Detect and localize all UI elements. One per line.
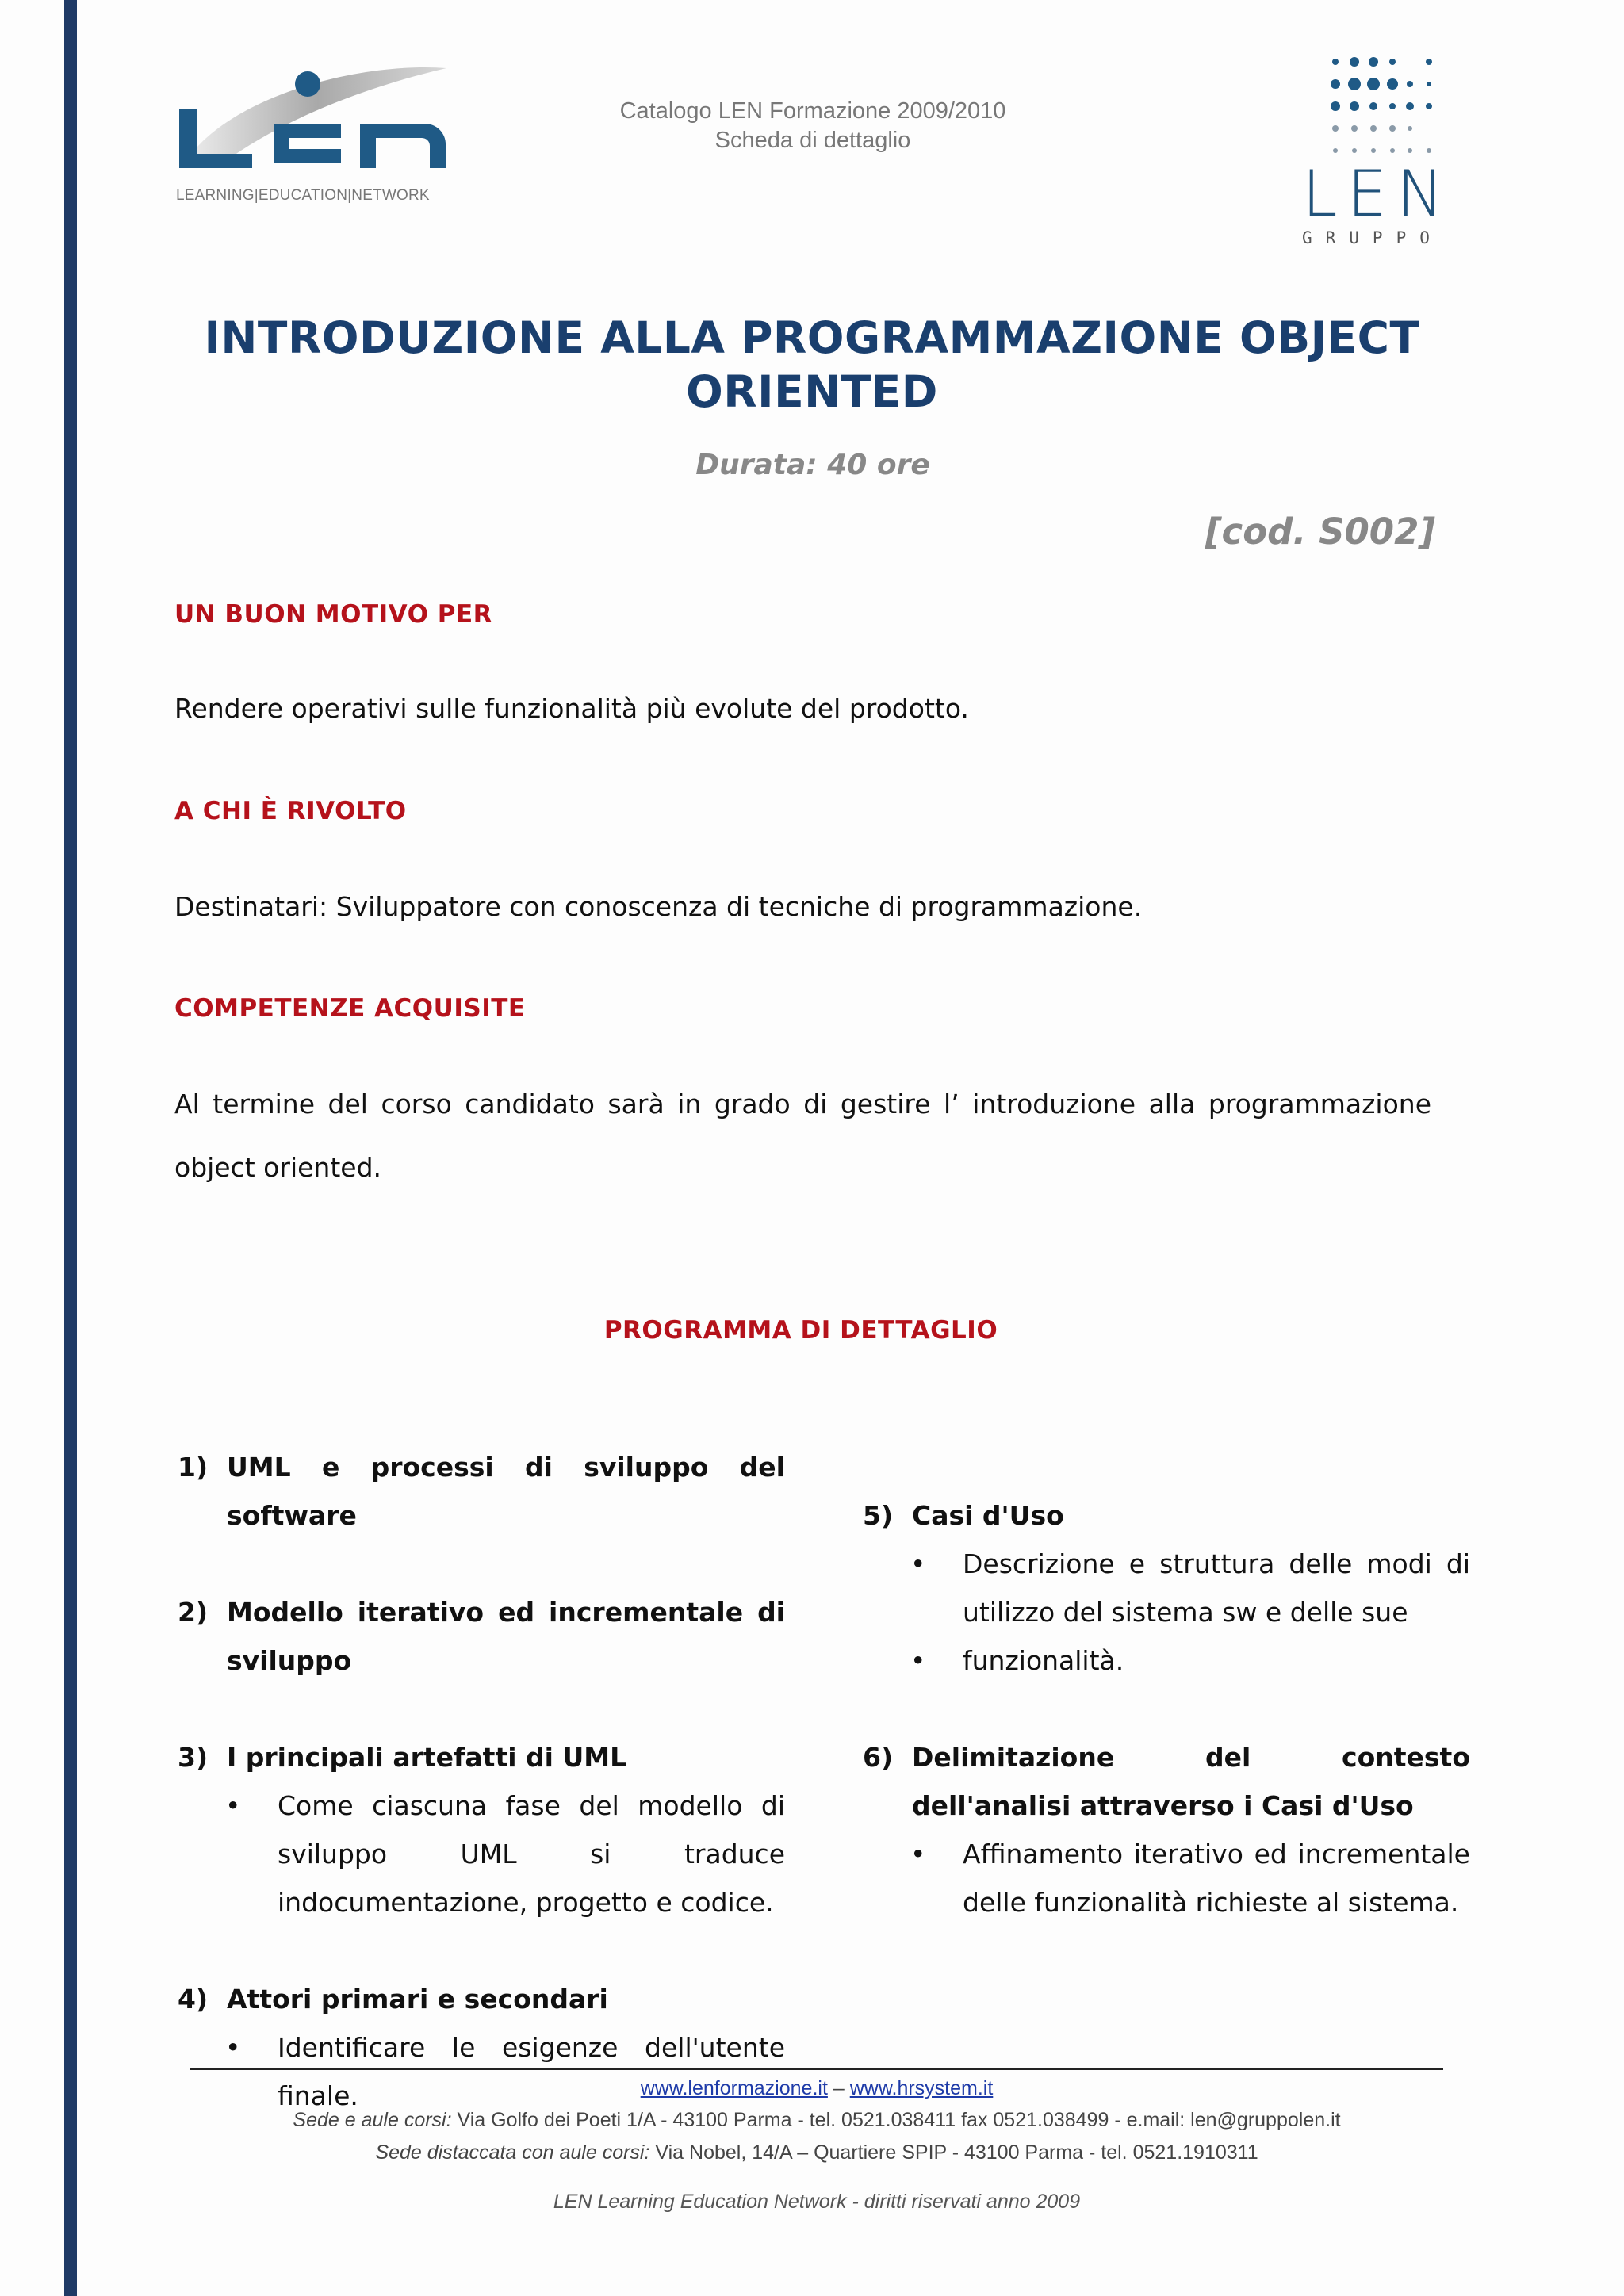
- programma-bullet-text: Identificare le esigenze dell'utente finale.: [278, 2032, 785, 2111]
- section-text-rivolto: Destinatari: Sviluppatore con conoscenza di tecniche di programmazione.: [174, 891, 1143, 922]
- programma-item-number: 5): [863, 1500, 894, 1531]
- programma-bullet: [860, 1540, 1470, 1636]
- len-logo: [173, 62, 452, 209]
- programma-item: [174, 1588, 785, 1685]
- bullet-icon: •: [910, 1839, 926, 1869]
- programma-item-title: UML e processi di sviluppo del software: [227, 1452, 785, 1531]
- course-title-line2: ORIENTED: [686, 366, 938, 417]
- programma-item-number: 3): [178, 1742, 209, 1773]
- programma-bullet: [860, 1830, 1470, 1927]
- course-title: [159, 311, 1465, 419]
- link-hrsystem[interactable]: www.hrsystem.it: [849, 2077, 994, 2099]
- programma-item: [174, 1975, 785, 2023]
- footer-address-main-text: Via Golfo dei Poeti 1/A - 43100 Parma - tel. 0521.038411 fax 0521.038499 - e.mail: len@gruppolen.it: [457, 2109, 1341, 2131]
- len-gruppo-subtitle: GRUPPO: [1302, 228, 1443, 247]
- programma-item: [174, 1733, 785, 1781]
- footer-link-separator: –: [833, 2077, 845, 2099]
- programma-item-title: Modello iterativo ed incrementale di sviluppo: [227, 1597, 785, 1676]
- programma-bullet: [174, 1781, 785, 1927]
- footer-address-main-label: Sede e aule corsi:: [293, 2109, 452, 2131]
- programma-column-right: [860, 1491, 1470, 1927]
- programma-item-title: Delimitazione del contesto dell'analisi attraverso i Casi d'Uso: [912, 1742, 1470, 1821]
- programma-bullet: [860, 1636, 1470, 1685]
- programma-bullet-text: Affinamento iterativo ed incrementale delle funzionalità richieste al sistema.: [963, 1839, 1470, 1918]
- programma-item-number: 2): [178, 1597, 209, 1628]
- programma-column-left: [174, 1443, 785, 2120]
- programma-bullet-text: funzionalità.: [963, 1645, 1124, 1676]
- len-gruppo-logo: [1299, 54, 1473, 252]
- link-lenformazione[interactable]: www.lenformazione.it: [640, 2077, 828, 2099]
- programma-bullet: [174, 2023, 785, 2120]
- programma-item-number: 6): [863, 1742, 894, 1773]
- footer-address-secondary-text: Via Nobel, 14/A – Quartiere SPIP - 43100 Parma - tel. 0521.1910311: [655, 2141, 1258, 2164]
- footer-divider: [190, 2068, 1443, 2070]
- section-heading-motivo: UN BUON MOTIVO PER: [174, 600, 493, 629]
- footer-address-secondary: [190, 2141, 1443, 2164]
- programma-heading: PROGRAMMA DI DETTAGLIO: [603, 1316, 998, 1345]
- section-heading-competenze: COMPETENZE ACQUISITE: [174, 994, 526, 1023]
- dot-grid-graphic: [1299, 54, 1473, 157]
- programma-bullet-text: Come ciascuna fase del modello di sviluppo UML si traduce indocumentazione, progetto e codice.: [278, 1790, 785, 1918]
- bullet-icon: •: [225, 2032, 241, 2063]
- section-text-competenze: Al termine del corso candidato sarà in grado di gestire l’ introduzione alla programmazione object oriented.: [174, 1089, 1431, 1183]
- bullet-icon: •: [910, 1645, 926, 1676]
- programma-item-title: I principali artefatti di UML: [227, 1742, 627, 1773]
- catalog-heading: [555, 97, 1071, 155]
- programma-item-number: 1): [178, 1452, 209, 1483]
- section-text-motivo: Rendere operativi sulle funzionalità più evolute del prodotto.: [174, 693, 969, 724]
- bullet-icon: •: [225, 1790, 241, 1821]
- footer-address-secondary-label: Sede distaccata con aule corsi:: [375, 2141, 650, 2164]
- course-title-line1: INTRODUZIONE ALLA PROGRAMMAZIONE OBJECT: [204, 312, 1420, 363]
- course-code: [cod. S002]: [1205, 511, 1435, 553]
- footer-links: [190, 2077, 1443, 2100]
- programma-item: [860, 1733, 1470, 1830]
- footer-copyright: LEN Learning Education Network - diritti riservati anno 2009: [553, 2191, 1081, 2213]
- programma-item: [174, 1443, 785, 1540]
- len-logo-graphic: [173, 62, 452, 189]
- programma-item-number: 4): [178, 1984, 209, 2015]
- len-logo-tagline: LEARNING|EDUCATION|NETWORK: [176, 187, 430, 204]
- programma-bullet-text: Descrizione e struttura delle modi di utilizzo del sistema sw e delle sue: [963, 1548, 1470, 1628]
- len-gruppo-wordmark: LEN: [1302, 157, 1454, 231]
- programma-item: [860, 1491, 1470, 1540]
- programma-item-title: Casi d'Uso: [912, 1500, 1064, 1531]
- catalog-title: Catalogo LEN Formazione 2009/2010: [619, 98, 1006, 124]
- section-heading-rivolto: A CHI È RIVOLTO: [174, 797, 407, 825]
- course-duration: Durata: 40 ore: [695, 449, 930, 481]
- programma-item-title: Attori primari e secondari: [227, 1984, 608, 2015]
- footer-address-main: [190, 2109, 1443, 2132]
- bullet-icon: •: [910, 1548, 926, 1579]
- catalog-subtitle: Scheda di dettaglio: [714, 128, 911, 153]
